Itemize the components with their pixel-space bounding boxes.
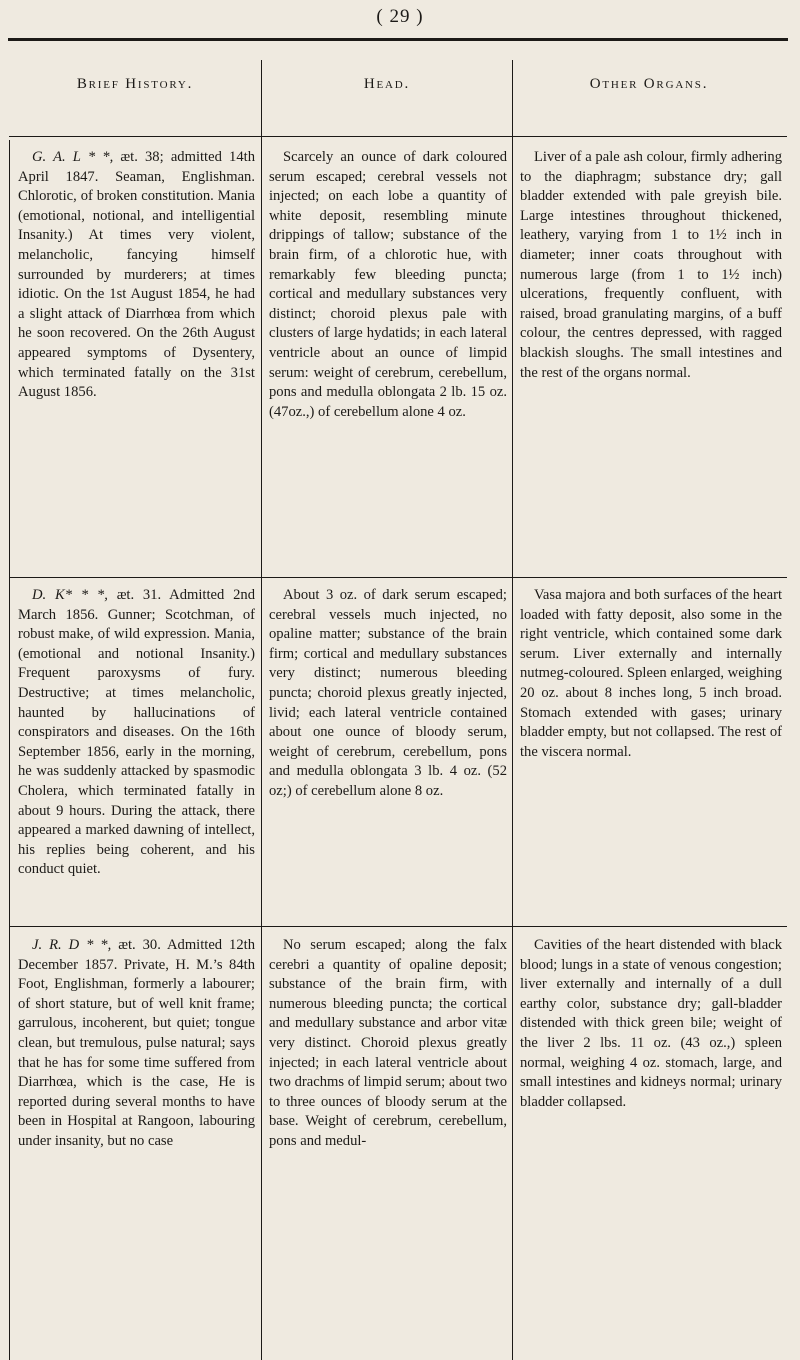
header-rule — [9, 136, 787, 137]
row-rule-1 — [9, 577, 787, 578]
case-1-history: G. A. L * *, æt. 38; admitted 14th April 1847. Seaman, Englishman. Chlorotic, of broken constitution. Mania (emotional, notional, and intelligential Insanity.) At times very violent, melancholic, fancying himself surrounded by murderers; at times idiotic. On the 1st August 1854, he had a slight attack of Diarrhœa from which he soon recovered. On the 26th August appeared symptoms of Dysentery, which terminated fatally on the 31st August 1856. — [18, 149, 255, 401]
case-1-other-organs: Liver of a pale ash colour, firmly adhering to the diaphragm; substance dry; gall bladder extended with pale greyish bile. Large intestines throughout thickened, leathery, varying from 1 to 1½ inch in diameter; inner coats throughout with numerous large (from 1 to 1½ inch) ulcerations, frequently confluent, with raised, broad granulating margins, of a buff colour, the centres depressed, with ragged blackish sloughs. The small intestines and the rest of the organs normal. — [520, 149, 782, 381]
page-number: ( 29 ) — [376, 6, 424, 27]
column-divider-1 — [261, 60, 262, 1360]
case-2-history: D. K* * *, æt. 31. Admitted 2nd March 1856. Gunner; Scotchman, of robust make, of wild expression. Mania, (emotional and notional Insanity.) Frequent paroxysms of fury. Destructive; at times melancholic, haunted by hallucinations of conspirators and diseases. On the 16th September 1856, early in the morning, he was suddenly attacked by spasmodic Cholera, which terminated fatally in about 9 hours. During the attack, there appeared a marked dawning of intellect, his replies being coherent, and his conduct quiet. — [18, 587, 255, 878]
column-divider-2 — [512, 60, 513, 1360]
column-header-head: Head. — [363, 76, 411, 92]
case-2-other-organs: Vasa majora and both surfaces of the heart loaded with fatty deposit, also some in the right ventricle, which contained some dark serum. Liver externally and internally nutmeg-coloured. Spleen enlarged, weighing 20 oz. about 8 inches long, 5 inch broad. Stomach extended with gases; urinary bladder empty, but not collapsed. The rest of the viscera normal. — [520, 587, 782, 760]
left-border — [9, 140, 10, 1360]
case-3-head: No serum escaped; along the falx cerebri a quantity of opaline deposit; substance of the brain firm, with numerous bleeding puncta; the cortical and medullary substance and arbor vitæ very distinct. Choroid plexus greatly injected; in each lateral ventricle about two drachms of limpid serum; about two to three ounces of bloody serum at the base. Weight of cerebrum, cerebellum, pons and medul- — [269, 937, 507, 1149]
case-3-name: J. R. D * *, — [32, 937, 112, 953]
case-3-other-organs: Cavities of the heart distended with black blood; lungs in a state of venous congestion; liver externally and internally of a dull earthy color, substance dry; gall-bladder distended with thick green bile; weight of the liver 2 lbs. 11 oz. (43 oz.,) spleen normal, weighing 4 oz. stomach, large, and small intestines and kidneys normal; urinary bladder collapsed. — [520, 937, 782, 1110]
column-header-other-organs: Other Organs. — [589, 76, 709, 92]
case-2-head: About 3 oz. of dark serum escaped; cerebral vessels much injected, no opaline matter; substance of the brain firm; cortical and medullary substances very distinct; numerous bleeding puncta; choroid plexus greatly injected, livid; each lateral ventricle contained about one ounce of bloody serum, weight of cerebrum, cerebellum, pons and medulla oblongata 3 lb. 4 oz. (52 oz;) of cerebellum alone 8 oz. — [269, 587, 507, 799]
row-rule-2 — [9, 926, 787, 927]
case-1-name: G. A. L * *, — [32, 149, 114, 165]
top-rule — [8, 38, 788, 41]
column-header-brief-history: Brief History. — [76, 76, 194, 92]
case-1-head: Scarcely an ounce of dark coloured serum escaped; cerebral vessels not injected; on each lobe a quantity of white deposit, resembling minute drippings of tallow; substance of the brain firm, of a chlorotic hue, with remarkably few bleeding puncta; cortical and medullary substances very distinct; choroid plexus pale with clusters of large hydatids; in each lateral ventricle about an ounce of limpid serum: weight of cerebrum, cerebellum, pons and medulla oblongata 2 lb. 15 oz. (47oz.,) of cerebellum alone 4 oz. — [269, 149, 507, 420]
case-2-name: D. K* * *, — [32, 587, 108, 603]
case-3-history: J. R. D * *, æt. 30. Admitted 12th December 1857. Private, H. M.’s 84th Foot, Englishman, formerly a labourer; of short stature, but of well knit frame; garrulous, incoherent, but quiet; tongue clean, but tremulous, pulse natural; says that he has for some time suffered from Diarrhœa, which is the case, He is reported during several months to have been in Hospital at Rangoon, labouring under insanity, but no case — [18, 937, 255, 1149]
